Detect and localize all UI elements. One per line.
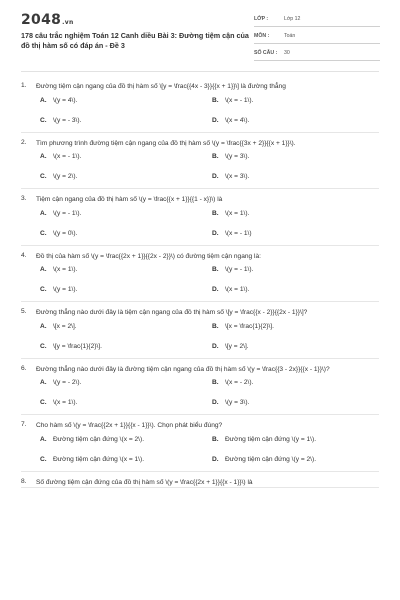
option-letter: B.: [212, 266, 219, 273]
answer-options: [36, 431, 379, 471]
answer-option-c[interactable]: [40, 117, 81, 124]
option-text: Đường tiệm cận đứng \(x = 2\).: [53, 435, 145, 443]
option-text: \(y = 4\).: [53, 96, 78, 104]
question-text: Số đường tiệm cận đứng của đồ thị hàm số \(y = \frac{{2x + 1}}{{x - 1}}\) là: [36, 478, 253, 486]
option-text: \(y = 0\).: [53, 229, 78, 237]
option-letter: D.: [212, 229, 219, 237]
option-text: \(y = 3\).: [225, 153, 250, 160]
option-text: Đường tiệm cận đứng \(x = 1\).: [53, 455, 145, 463]
option-letter: A.: [40, 153, 47, 160]
answer-option-c[interactable]: [40, 173, 77, 180]
meta-row-count: [254, 46, 380, 61]
answer-option-b[interactable]: [212, 436, 316, 443]
question-item: [21, 302, 379, 359]
option-text: Đường tiệm cận đứng \(y = 2\).: [225, 455, 317, 463]
option-letter: B.: [212, 379, 219, 386]
option-text: \[x = 2\].: [53, 322, 77, 330]
option-text: \[x = \frac{1}{2}\].: [225, 322, 274, 330]
answer-option-a[interactable]: [40, 97, 77, 104]
answer-option-c[interactable]: [40, 399, 77, 406]
answer-option-d[interactable]: [212, 343, 249, 350]
option-text: \(y = 3\).: [225, 399, 250, 406]
answer-option-b[interactable]: [212, 153, 249, 160]
logo-suffix: .vn: [62, 19, 74, 26]
option-letter: C.: [40, 173, 47, 180]
answer-option-b[interactable]: [212, 323, 274, 330]
answer-option-d[interactable]: [212, 117, 249, 124]
question-item: [21, 472, 379, 489]
option-text: \(x = - 1\).: [53, 153, 82, 160]
question-text: Đồ thị của hàm số \(y = \frac{{2x + 1}}{{2x - 2}}\) có đường tiệm cận ngang là:: [36, 252, 262, 260]
answer-option-c[interactable]: [40, 456, 144, 463]
option-text: \(x = - 2\).: [225, 379, 254, 386]
question-number: 3.: [21, 195, 27, 202]
question-text: Tiệm cận ngang của đồ thị hàm số \(y = \frac{{x + 1}}{{1 - x}}\) là: [36, 196, 223, 203]
site-logo[interactable]: [21, 12, 74, 28]
answer-option-c[interactable]: [40, 343, 102, 350]
meta-label: MÔN :: [254, 33, 270, 39]
option-letter: B.: [212, 322, 219, 330]
answer-option-d[interactable]: [212, 399, 249, 406]
option-text: \(x = 1\).: [225, 286, 250, 293]
option-letter: D.: [212, 173, 219, 180]
meta-value: Lớp 12: [284, 16, 301, 22]
option-text: \[y = 2\].: [225, 342, 249, 350]
answer-option-a[interactable]: [40, 153, 81, 160]
question-text: Cho hàm số \(y = \frac{{2x + 1}}{{x - 1}}\). Chọn phát biểu đúng?: [36, 422, 223, 429]
answer-options: [36, 148, 379, 188]
answer-option-d[interactable]: [212, 230, 252, 237]
option-text: \(x = 4\).: [225, 116, 250, 124]
option-letter: C.: [40, 116, 47, 124]
option-letter: C.: [40, 342, 47, 350]
question-text: Đường thẳng nào dưới đây là đường tiệm cận ngang của đồ thị hàm số \(y = \frac{{3 - 2x}}{{x - 1}}\)?: [36, 365, 330, 373]
option-text: \(y = - 3\).: [53, 116, 82, 124]
option-text: \(x = - 1\): [225, 229, 252, 237]
option-text: \(x = 3\).: [225, 173, 250, 180]
meta-label: SỐ CÂU :: [254, 50, 278, 56]
option-text: \(y = - 1\).: [225, 266, 254, 273]
answer-option-a[interactable]: [40, 266, 77, 273]
logo-text: 2048: [21, 12, 62, 28]
option-letter: B.: [212, 435, 219, 443]
meta-row-subject: [254, 29, 380, 44]
option-text: \(y = 1\).: [53, 286, 78, 293]
answer-option-d[interactable]: [212, 173, 249, 180]
question-number: 7.: [21, 421, 27, 428]
answer-option-b[interactable]: [212, 379, 253, 386]
question-item: [21, 359, 379, 416]
question-item: [21, 189, 379, 246]
question-number: 5.: [21, 308, 27, 315]
answer-options: [36, 261, 379, 301]
option-letter: D.: [212, 116, 219, 124]
option-letter: D.: [212, 342, 219, 350]
answer-option-b[interactable]: [212, 97, 253, 104]
header-divider: [21, 71, 379, 72]
option-text: \(y = 2\).: [53, 173, 78, 180]
option-letter: C.: [40, 455, 47, 463]
option-letter: A.: [40, 435, 47, 443]
answer-option-a[interactable]: [40, 379, 81, 386]
option-text: \(y = - 2\).: [53, 379, 82, 386]
answer-option-c[interactable]: [40, 286, 77, 293]
answer-option-d[interactable]: [212, 286, 249, 293]
option-text: \(x = 1\).: [225, 209, 250, 217]
question-number: 4.: [21, 251, 27, 259]
option-letter: A.: [40, 379, 47, 386]
question-text: Tìm phương trình đường tiệm cận ngang của đồ thị hàm số \(y = \frac{{3x + 2}}{{x + 1}}\).: [36, 139, 296, 147]
answer-options: [36, 374, 379, 414]
option-letter: B.: [212, 96, 219, 104]
answer-option-a[interactable]: [40, 210, 81, 217]
answer-option-b[interactable]: [212, 266, 253, 273]
question-item: [21, 415, 379, 472]
answer-option-a[interactable]: [40, 436, 144, 443]
question-number: 8.: [21, 477, 27, 485]
meta-info: [254, 12, 380, 63]
option-letter: C.: [40, 229, 47, 237]
meta-value: 30: [284, 50, 290, 56]
option-letter: D.: [212, 286, 219, 293]
option-letter: A.: [40, 209, 47, 217]
option-text: \(x = 1\).: [53, 266, 78, 273]
option-letter: D.: [212, 399, 219, 406]
answer-option-d[interactable]: [212, 456, 316, 463]
option-text: \[y = \frac{1}{2}\].: [53, 342, 102, 350]
option-text: \(x = 1\).: [53, 399, 78, 406]
question-list: [0, 76, 400, 488]
option-letter: D.: [212, 455, 219, 463]
meta-value: Toán: [284, 33, 296, 39]
answer-options: [36, 318, 379, 358]
answer-options: [36, 92, 379, 132]
worksheet-header: [0, 0, 400, 62]
page-title: 178 câu trắc nghiệm Toán 12 Canh diều Bài 3: Đường tiệm cận của đồ thị hàm số có đáp án - Đề 3: [21, 31, 249, 50]
answer-option-b[interactable]: [212, 210, 249, 217]
answer-option-c[interactable]: [40, 230, 77, 237]
option-letter: A.: [40, 322, 47, 330]
option-letter: C.: [40, 399, 47, 406]
option-letter: A.: [40, 266, 47, 273]
option-letter: B.: [212, 209, 219, 217]
option-letter: C.: [40, 286, 47, 293]
question-text: Đường thẳng nào dưới đây là tiệm cận ngang của đồ thị hàm số \[y = \frac{{x - 2}}{{2x - 1}}\]?: [36, 309, 308, 316]
option-letter: B.: [212, 153, 219, 160]
question-number: 6.: [21, 364, 27, 372]
question-number: 2.: [21, 138, 27, 146]
question-text: Đường tiệm cận ngang của đồ thị hàm số \[y = \frac{{4x - 3}}{{x + 1}}\] là đường thẳng: [36, 83, 286, 90]
meta-label: LỚP :: [254, 16, 269, 22]
question-item: [21, 246, 379, 303]
answer-options: [36, 205, 379, 245]
option-letter: A.: [40, 96, 47, 104]
meta-row-class: [254, 12, 380, 27]
option-text: \(y = - 1\).: [53, 209, 82, 217]
answer-option-a[interactable]: [40, 323, 77, 330]
option-text: Đường tiệm cận đứng \(y = 1\).: [225, 435, 317, 443]
question-number: 1.: [21, 82, 27, 89]
question-item: [21, 133, 379, 190]
option-text: \(x = - 1\).: [225, 96, 254, 104]
question-item: [21, 76, 379, 133]
